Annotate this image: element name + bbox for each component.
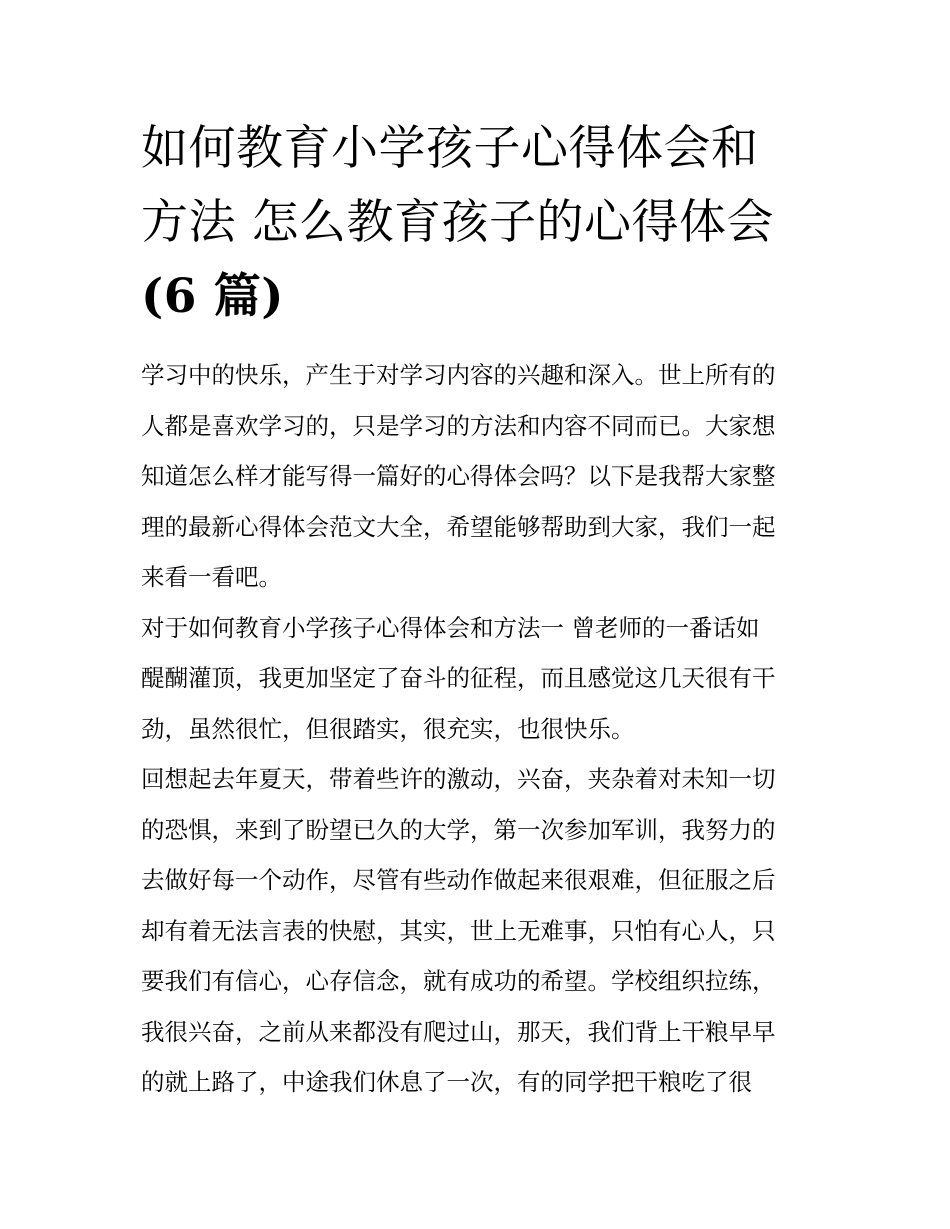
document-content <box>141 112 813 1108</box>
paragraph-section-one <box>141 603 813 755</box>
text-line: 对于如何教育小学孩子心得体会和方法一 曾老师的一番话如 <box>141 613 760 642</box>
paragraph-intro <box>141 350 813 603</box>
title-line: 如何教育小学孩子心得体会和 <box>141 121 759 176</box>
title-line: (6 篇) <box>141 269 285 324</box>
text-line: 去做好每一个动作，尽管有些动作做起来很艰难，但征服之后 <box>141 866 776 894</box>
text-line: 要我们有信心，心存信念，就有成功的希望。学校组织拉练， <box>141 967 776 995</box>
title-line: 方法 怎么教育孩子的心得体会 <box>141 195 774 250</box>
text-line: 知道怎么样才能写得一篇好的心得体会吗？以下是我帮大家整 <box>141 462 776 490</box>
text-line: 我很兴奋，之前从来都没有爬过山，那天，我们背上干粮早早 <box>141 1017 776 1046</box>
text-line: 的就上路了，中途我们休息了一次，有的同学把干粮吃了很 <box>141 1068 752 1096</box>
document-title <box>141 112 813 334</box>
text-line: 回想起去年夏天，带着些许的激动，兴奋，夹杂着对未知一切 <box>141 765 776 793</box>
text-line: 人都是喜欢学习的，只是学习的方法和内容不同而已。大家想 <box>141 411 776 440</box>
text-line: 却有着无法言表的快慰，其实，世上无难事，只怕有心人，只 <box>141 916 776 945</box>
text-line: 学习中的快乐，产生于对学习内容的兴趣和深入。世上所有的 <box>141 361 776 389</box>
text-line: 的恐惧，来到了盼望已久的大学，第一次参加军训，我努力的 <box>141 815 776 844</box>
text-line: 醍醐灌顶，我更加坚定了奋斗的征程，而且感觉这几天很有干 <box>141 664 776 692</box>
text-line: 理的最新心得体会范文大全，希望能够帮助到大家，我们一起 <box>141 512 776 541</box>
text-line: 劲，虽然很忙，但很踏实，很充实，也很快乐。 <box>141 714 635 743</box>
document-body <box>141 350 813 1108</box>
text-line: 来看一看吧。 <box>141 563 282 591</box>
paragraph-recollection <box>141 754 813 1108</box>
